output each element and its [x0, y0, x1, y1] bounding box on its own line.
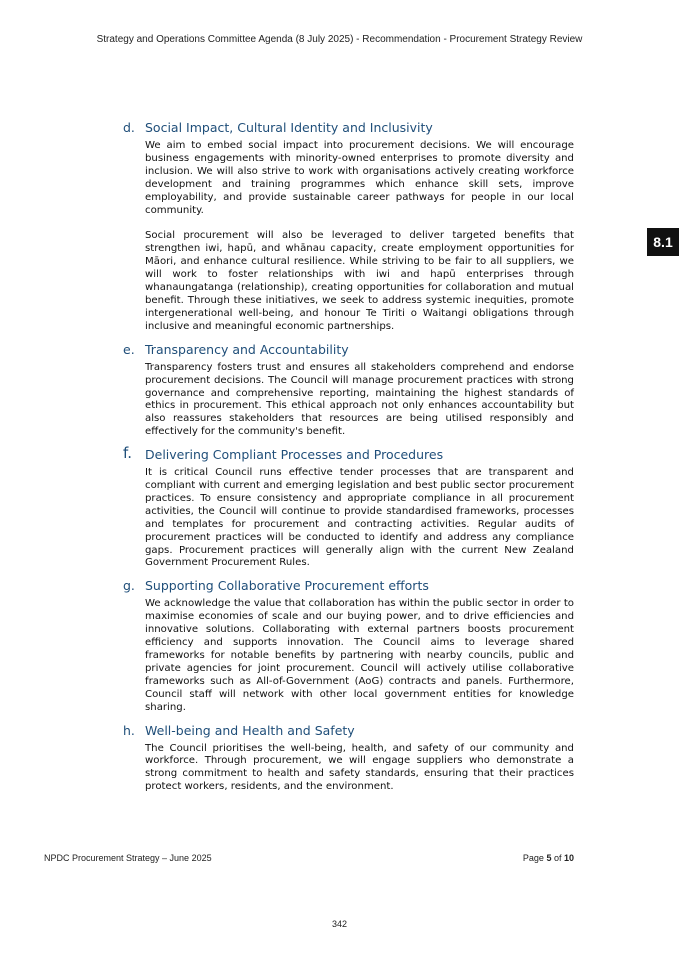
- section-title: Delivering Compliant Processes and Procedures: [145, 447, 444, 463]
- paragraph: We aim to embed social impact into procurement decisions. We will encourage business engagements with minority-owned enterprises to promote diversity and inclusion. We will also strive to work with organisations actively creating workforce development and training programmes which enhance skill sets, improve employability, and provide sustainable career pathways for people in our local community.: [145, 140, 574, 216]
- section-title: Supporting Collaborative Procurement efforts: [145, 578, 429, 594]
- section-heading: [123, 722, 574, 740]
- paragraph: Social procurement will also be leveraged to deliver targeted benefits that strengthen iwi, hapū, and whānau capacity, create employment opportunities for Māori, and enhance cultural resilience. While striving to be fair to all suppliers, we will work to foster relationships with iwi and hapū enterprises through whanaungatanga (relationship), creating opportunities for collaboration and mutual benefit. Through these initiatives, we seek to address systemic inequities, promote intergenerational well-being, and honour Te Tiriti o Waitangi obligations through inclusive and meaningful economic partnerships.: [145, 230, 574, 332]
- section-heading: [123, 446, 574, 464]
- section-wellbeing-health-safety: [123, 722, 574, 795]
- footer-page-indicator: [523, 853, 574, 863]
- section-title: Well-being and Health and Safety: [145, 722, 355, 738]
- document-body: [123, 119, 574, 801]
- section-letter: d.: [123, 120, 135, 135]
- page-prefix: Page: [522, 853, 547, 863]
- section-collaborative-procurement: [123, 577, 574, 714]
- paragraph: We acknowledge the value that collaboration has within the public sector in order to maximise economies of scale and our buying power, and to drive efficiencies and innovative solutions. Collaborating with external partners boosts procurement efficiency and supports innovation. The Council aims to leverage shared frameworks for notable benefits by partnering with nearby councils, public and private agencies for joint procurement. Council will actively utilise collaborative frameworks such as All-of-Government (AoG) contracts and panels. Furthermore, Council staff will network with other local government entities for knowledge sharing.: [145, 598, 574, 713]
- section-transparency: [123, 341, 574, 439]
- section-heading: [123, 577, 574, 595]
- section-title: Transparency and Accountability: [145, 341, 349, 357]
- page-of: of: [551, 853, 564, 863]
- agenda-page-number: 342: [331, 919, 348, 929]
- section-heading: [123, 119, 574, 137]
- agenda-item-tab: 8.1: [647, 228, 679, 256]
- section-letter: h.: [123, 722, 135, 738]
- section-letter: g.: [123, 578, 135, 594]
- paragraph: The Council prioritises the well-being, health, and safety of our community and workforce. Through procurement, we will engage suppliers who demonstrate a strong commitment to health and safety standards, ensuring that their practices protect workers, residents, and the environment.: [145, 742, 574, 793]
- section-letter: f.: [123, 444, 132, 463]
- section-compliant-processes: [123, 446, 574, 570]
- paragraph: It is critical Council runs effective tender processes that are transparent and compliant with current and emerging legislation and best public sector procurement practices. To ensure consistency and appropriate compliance in all procurement activities, the Council will continue to provide standardised frameworks, processes and templates for procurement and contracting activities. Regular audits of procurement practices will be conducted to identify and address any compliance gaps. Procurement practices will generally align with the current New Zealand Government Procurement Rules.: [145, 467, 574, 569]
- footer-document-title: NPDC Procurement Strategy – June 2025: [44, 853, 212, 863]
- section-title: Social Impact, Cultural Identity and Inclusivity: [145, 120, 433, 135]
- running-header: Strategy and Operations Committee Agenda (8 July 2025) - Recommendation - Procurement Strategy Review: [96, 34, 583, 45]
- section-social-impact: [123, 119, 574, 334]
- paragraph: Transparency fosters trust and ensures all stakeholders comprehend and endorse procurement decisions. The Council will manage procurement practices with strong governance and comprehensive reporting, maintaining the highest standards of ethics in procurement. This ethical approach not only enhances accountability but also reassures stakeholders that resources are being utilised responsibly and effectively for the community's benefit.: [145, 361, 574, 438]
- section-letter: e.: [123, 341, 135, 357]
- total-pages: 10: [563, 853, 574, 863]
- current-page: 5: [546, 853, 552, 863]
- section-heading: [123, 341, 574, 359]
